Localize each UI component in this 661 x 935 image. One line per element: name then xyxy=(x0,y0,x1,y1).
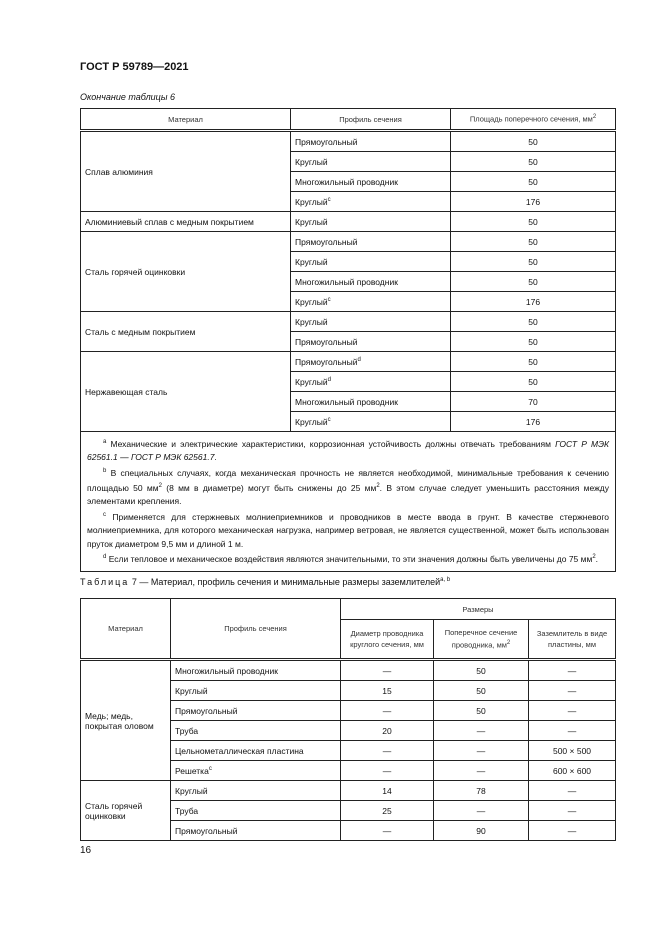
profile-cell: Труба xyxy=(171,801,341,821)
profile-cell: Круглый$^c$ xyxy=(291,292,451,312)
table7-caption: Таблица 7 — Материал, профиль сечения и минимальные размеры заземлителей$^{a, b}$ xyxy=(80,577,451,587)
table-row xyxy=(81,232,616,252)
profile-cell: Круглый xyxy=(171,681,341,701)
value-cell: 20 xyxy=(341,721,434,741)
profile-cell: Многожильный проводник xyxy=(171,660,341,681)
material-cell: Алюминиевый сплав с медным покрытием xyxy=(81,212,291,232)
profile-cell: Круглый$^d$ xyxy=(291,372,451,392)
value-cell: 50 xyxy=(434,681,529,701)
table-row xyxy=(81,781,616,801)
value-cell: — xyxy=(529,660,616,681)
value-cell: — xyxy=(529,721,616,741)
value-cell: 15 xyxy=(341,681,434,701)
table-row xyxy=(81,312,616,332)
profile-cell: Круглый$^c$ xyxy=(291,412,451,432)
profile-cell: Решетка$^c$ xyxy=(171,761,341,781)
header-plate: Заземлитель в виде пластины, мм xyxy=(529,620,616,660)
value-cell: 50 xyxy=(451,152,616,172)
value-cell: 78 xyxy=(434,781,529,801)
header-material: Материал xyxy=(81,109,291,131)
table-7 xyxy=(80,598,616,841)
value-cell: 50 xyxy=(451,372,616,392)
value-cell: 50 xyxy=(451,272,616,292)
value-cell: 50 xyxy=(451,332,616,352)
value-cell: — xyxy=(434,721,529,741)
value-cell: — xyxy=(529,701,616,721)
table-row xyxy=(81,131,616,152)
value-cell: 500 × 500 xyxy=(529,741,616,761)
value-cell: — xyxy=(341,701,434,721)
footnote-d: $^d$ Если тепловое и механическое воздействия являются значительными, то эти значения должны быть увеличены до 75 $мм^2$. xyxy=(103,554,599,565)
material-cell: Сталь горячей оцинковки xyxy=(81,781,171,841)
header-section: Поперечное сечение проводника, $мм^2$ xyxy=(434,620,529,660)
profile-cell: Круглый xyxy=(171,781,341,801)
profile-cell: Многожильный проводник xyxy=(291,272,451,292)
table-row xyxy=(81,352,616,372)
footnote-a: $^a$ Механические и электрические характеристики, коррозионная устойчивость должны отвечать требованиям ГОСТ Р МЭК 62561.1 — ГОСТ Р МЭК 62561.7. xyxy=(87,438,609,463)
material-cell: Сталь горячей оцинковки xyxy=(81,232,291,312)
document-title: ГОСТ Р 59789—2021 xyxy=(80,61,189,73)
value-cell: 90 xyxy=(434,821,529,841)
header-sizes: Размеры xyxy=(341,599,616,620)
header-profile: Профиль сечения xyxy=(291,109,451,131)
value-cell: 50 xyxy=(451,172,616,192)
value-cell: — xyxy=(341,761,434,781)
table-6 xyxy=(80,108,616,572)
value-cell: — xyxy=(529,801,616,821)
material-cell: Нержавеющая сталь xyxy=(81,352,291,432)
profile-cell: Многожильный проводник xyxy=(291,172,451,192)
value-cell: — xyxy=(341,741,434,761)
value-cell: 50 xyxy=(451,252,616,272)
value-cell: 176 xyxy=(451,292,616,312)
profile-cell: Прямоугольный xyxy=(291,232,451,252)
value-cell: 50 xyxy=(434,660,529,681)
value-cell: 25 xyxy=(341,801,434,821)
profile-cell: Прямоугольный xyxy=(171,821,341,841)
profile-cell: Прямоугольный xyxy=(171,701,341,721)
value-cell: 176 xyxy=(451,192,616,212)
profile-cell: Цельнометаллическая пластина xyxy=(171,741,341,761)
value-cell: 50 xyxy=(451,232,616,252)
table-row xyxy=(81,660,616,681)
value-cell: — xyxy=(434,801,529,821)
value-cell: 14 xyxy=(341,781,434,801)
table6-caption: Окончание таблицы 6 xyxy=(80,92,175,102)
profile-cell: Прямоугольный$^d$ xyxy=(291,352,451,372)
value-cell: — xyxy=(434,761,529,781)
header-profile: Профиль сечения xyxy=(171,599,341,660)
value-cell: — xyxy=(341,660,434,681)
value-cell: 50 xyxy=(451,131,616,152)
profile-cell: Круглый xyxy=(291,312,451,332)
footnote-c: $^c$ Применяется для стержневых молниеприемников и проводников в месте ввода в грунт. В качестве стержневого молниеприемника, для которого механическая нагрузка, например ветровая, не является существенной, может быть использован пруток диаметром 9,5 мм и длиной 1 м. xyxy=(87,511,609,549)
table6-footnotes xyxy=(81,432,616,572)
value-cell: — xyxy=(529,681,616,701)
value-cell: 50 xyxy=(451,212,616,232)
profile-cell: Круглый xyxy=(291,152,451,172)
material-cell: Сталь с медным покрытием xyxy=(81,312,291,352)
value-cell: — xyxy=(341,821,434,841)
value-cell: — xyxy=(529,781,616,801)
profile-cell: Труба xyxy=(171,721,341,741)
header-diameter: Диаметр проводника круглого сечения, мм xyxy=(341,620,434,660)
profile-cell: Многожильный проводник xyxy=(291,392,451,412)
value-cell: 50 xyxy=(434,701,529,721)
footnote-b: $^b$ В специальных случаях, когда механическая прочность не является необходимой, минимальные требования к сечению площадью 50 $мм^2$ (8 мм в диаметре) могут быть снижены до 25 $мм^2$. В этом случае следует уменьшить расстояния между элементами крепления. xyxy=(87,467,609,507)
page-number: 16 xyxy=(80,845,92,856)
profile-cell: Круглый xyxy=(291,212,451,232)
value-cell: 176 xyxy=(451,412,616,432)
profile-cell: Прямоугольный xyxy=(291,332,451,352)
material-cell: Медь; медь, покрытая оловом xyxy=(81,660,171,781)
table-row xyxy=(81,212,616,232)
value-cell: 50 xyxy=(451,352,616,372)
header-area: Площадь поперечного сечения, $мм^2$ xyxy=(451,109,616,131)
value-cell: 600 × 600 xyxy=(529,761,616,781)
header-material: Материал xyxy=(81,599,171,660)
profile-cell: Круглый$^c$ xyxy=(291,192,451,212)
profile-cell: Круглый xyxy=(291,252,451,272)
value-cell: — xyxy=(529,821,616,841)
value-cell: — xyxy=(434,741,529,761)
profile-cell: Прямоугольный xyxy=(291,131,451,152)
material-cell: Сплав алюминия xyxy=(81,131,291,212)
value-cell: 50 xyxy=(451,312,616,332)
value-cell: 70 xyxy=(451,392,616,412)
